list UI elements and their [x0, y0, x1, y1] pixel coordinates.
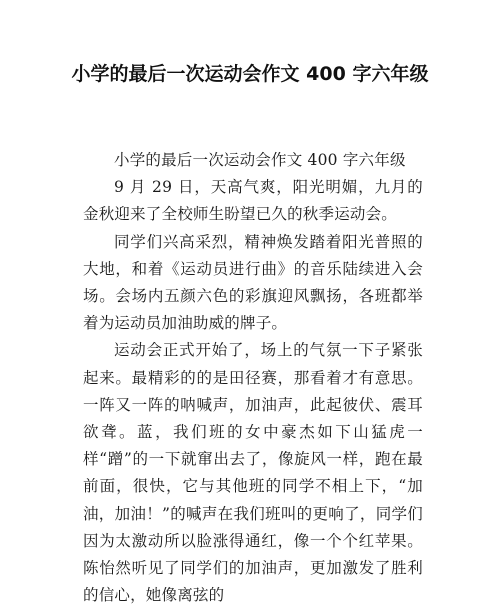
- document-body: [83, 147, 423, 609]
- document-title: 小学的最后一次运动会作文 400 字六年级: [71, 63, 429, 85]
- paragraph-1: 9 月 29 日，天高气爽，阳光明媚，九月的金秋迎来了全校师生盼望已久的秋季运动会。: [83, 178, 423, 224]
- paragraph-3: 运动会正式开始了，场上的气氛一下子紧张起来。最精彩的的是田径赛，那看着才有意思。一阵又一阵的呐喊声，加油声，此起彼伏、震耳欲聋。蓝，我们班的女中豪杰如下山猛虎一样“蹭”的一下就窜出去了，像旋风一样，跑在最前面，很快，它与其他班的同学不相上下，“加油，加油！”的喊声在我们班叫的更响了，同学们因为太激动所以脸涨得通红，像一个个红苹果。陈怡然听见了同学们的加油声，更加激发了胜利的信心，她像离弦的: [83, 341, 423, 605]
- paragraph-2: 同学们兴高采烈，精神焕发踏着阳光普照的大地，和着《运动员进行曲》的音乐陆续进入会场。会场内五颜六色的彩旗迎风飘扬，各班都举着为运动员加油助威的牌子。: [83, 232, 423, 333]
- paragraph-subtitle: 小学的最后一次运动会作文 400 字六年级: [114, 151, 406, 169]
